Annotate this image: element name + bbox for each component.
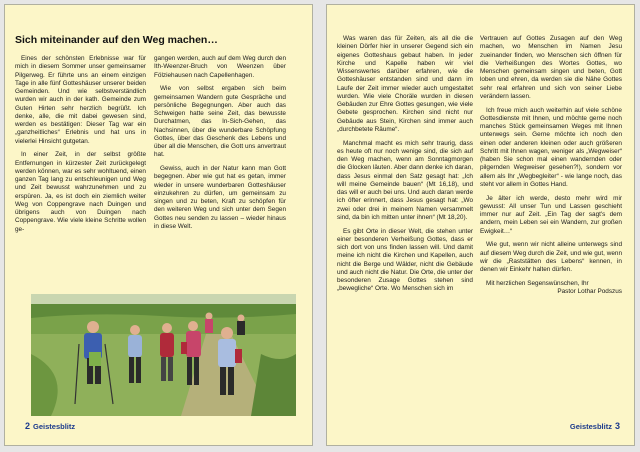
paragraph: Je älter ich werde, desto mehr wird mir gewusst: All unser Tun und Lassen geschieht immer nur auf Zeit. „Ein Tag der sagt's dem andern, mein Leben sei ein Wandern, zur großen Ewigkeit…“: [480, 194, 622, 235]
paragraph: gangen werden, auch auf dem Weg durch den Ith-Weenzer-Bruch von Weenzen über Fölziehausen nach Capellenhagen.: [154, 55, 286, 79]
left-page: [4, 4, 313, 446]
paragraph: Wie von selbst ergaben sich beim gemeinsamen Wandern gute Gespräche und persönliche Begegnungen. Aber auch das Schweigen hatte seine Zeit, das bewusste Durchatmen, das In-Sich-Gehen, das Nachsinnen, über die wunderbare Schöpfung Gottes, über das Geschenk des Lebens und über all die Menschen, die Gott uns anvertraut hat.: [154, 85, 286, 159]
paragraph: Gewiss, auch in der Natur kann man Gott begegnen. Aber wie gut hat es getan, immer wieder in unsere wunderbaren Gotteshäuser einzukehren zu dürfen, um gemeinsam zu singen und zu beten, Kraft zu schöpfen für den weiteren Weg und sich unter dem Segen Gottes neu senden zu lassen – wieder hinaus in diese Welt.: [154, 165, 286, 230]
page-number: 3: [614, 421, 620, 431]
paragraph: Was waren das für Zeiten, als all die die kleinen Dörfer hier in unserer Gegend sich ein eigenes Gotteshaus gebaut haben. In jeder Kirche und Kapelle haben wir viel Wissenswertes darüber erfahren, wie die Gotteshäuser entstanden sind und dann im Laufe der Zeit immer wieder auch umgestaltet wurden. Wie viele Choräle wurden in diesen Gebäuden zur Ehre Gottes gesungen, wie viele Gebete gesprochen. Kirchen sind nicht nur Gebäude aus Stein, Kirchen sind immer auch „durchbetete Räume“.: [337, 35, 473, 133]
page-number: 2: [25, 421, 31, 431]
paragraph: In einer Zeit, in der selbst größte Entfernungen in kürzester Zeit zurückgelegt werden können, war es sehr wohltuend, einen ganzen Tag lang zu entschleunigen und Weg und Zeit bewusst wahrzunehmen und zu erspüren. Ja, es ist doch ein ziemlich weiter Weg von Coppengrave nach Duingen und übrigens auch von Duingen nach Coppengrave. Wie viele kleine Schritte wollen ge-: [15, 151, 146, 233]
paragraph: Es gibt Orte in dieser Welt, die stehen unter einer besonderen Verheißung Gottes, dass er sich dort von uns finden lassen will. Und damit meine ich nicht die Kirchen und Kapellen, auch nicht die Berge und Wälder, nicht die Gebäude und auch nicht die Natur. Die Orte, die unter der besonderen Zusage Gottes stehen sind „bewegliche“ Orte. Wo Menschen sich im: [337, 227, 473, 293]
left-page-column-2: [154, 55, 286, 237]
paragraph: Eines der schönsten Erlebnisse war für mich in diesem Sommer unser gemeinsamer Pilgerweg. Er führte uns an einem einzigen Tage in alle fünf Gotteshäuser unserer beiden Gemeinden. Und wie selbstverständlich wurden wir auch in der kath. Gemeinde zum Guten Hirten sehr herzlich begrüßt. Ich denke, alle, die mit dabei gewesen sind, werden es bestätigen: Dieser Tag war ein „ganzheitliches“ Erlebnis und hat uns in vielerlei Hinsicht gutgetan.: [15, 55, 146, 145]
magazine-name: Geistesblitz: [569, 422, 612, 431]
paragraph: Ich freue mich auch weiterhin auf viele schöne Gottesdienste mit Ihnen, und möchte gerne noch manches Stück gemeinsamen Weges mit Ihnen unterwegs sein. Gerne möchte ich noch den einen oder anderen kleinen oder auch größeren Schritt mit Ihnen wagen, weniger als „Wegweiser“ (haben Sie schon mal einen wandernden oder pilgernden Wegweiser gesehen?!), sondern vor allem als Ihr „Wegbegleiter“ - wie lange noch, das steht vor allem in Gottes Hand.: [480, 106, 622, 188]
right-page-column-2: [480, 35, 622, 302]
magazine-name: Geistesblitz: [33, 422, 76, 431]
pilgrims-photo: [31, 294, 296, 416]
right-page: [326, 4, 635, 446]
page-footer-right: [570, 421, 620, 431]
paragraph: Manchmal macht es mich sehr traurig, dass es heute oft nur noch wenige sind, die sich auf den Weg machen, wenn am Sonntagmorgen die Glocken läuten. Aber dann denke ich daran, dass Jesus einmal den Satz gesagt hat: „Ich will meine Gemeinde bauen“ (Mt 16,18), und das will er auch bei uns. Und auch daran werde ich öfter erinnert, dass Jesus gesagt hat: „Wo zwei oder drei in meinem Namen versammelt sind, da bin ich mitten unter ihnen“ (Mt 18,20).: [337, 139, 473, 221]
left-page-column-1: [15, 55, 146, 239]
signature: Pastor Lothar Podszus: [557, 288, 622, 295]
page-footer-left: [25, 421, 75, 431]
closing-greeting: Mit herzlichen Segenswünschen, Ihr: [486, 279, 589, 287]
paragraph: Vertrauen auf Gottes Zusagen auf den Weg machen, wo Menschen im Namen Jesu zueinander finden, wo Menschen sich öffnen für die Verheißungen des Wortes Gottes, wo Menschen gemeinsam singen und beten, Gott loben und ehren, da werden sie die Nähe Gottes sehr real erfahren und sich von seiner Liebe verändern lassen.: [480, 35, 622, 100]
article-title: Sich miteinander auf den Weg machen…: [15, 34, 218, 46]
paragraph: Wie gut, wenn wir nicht alleine unterwegs sind auf diesem Weg durch die Zeit, und wie gut, wenn wir die „Raststätten des Lebens“ kennen, in denen wir Einkehr halten dürfen.: [480, 241, 622, 273]
right-page-column-1: [337, 35, 473, 299]
